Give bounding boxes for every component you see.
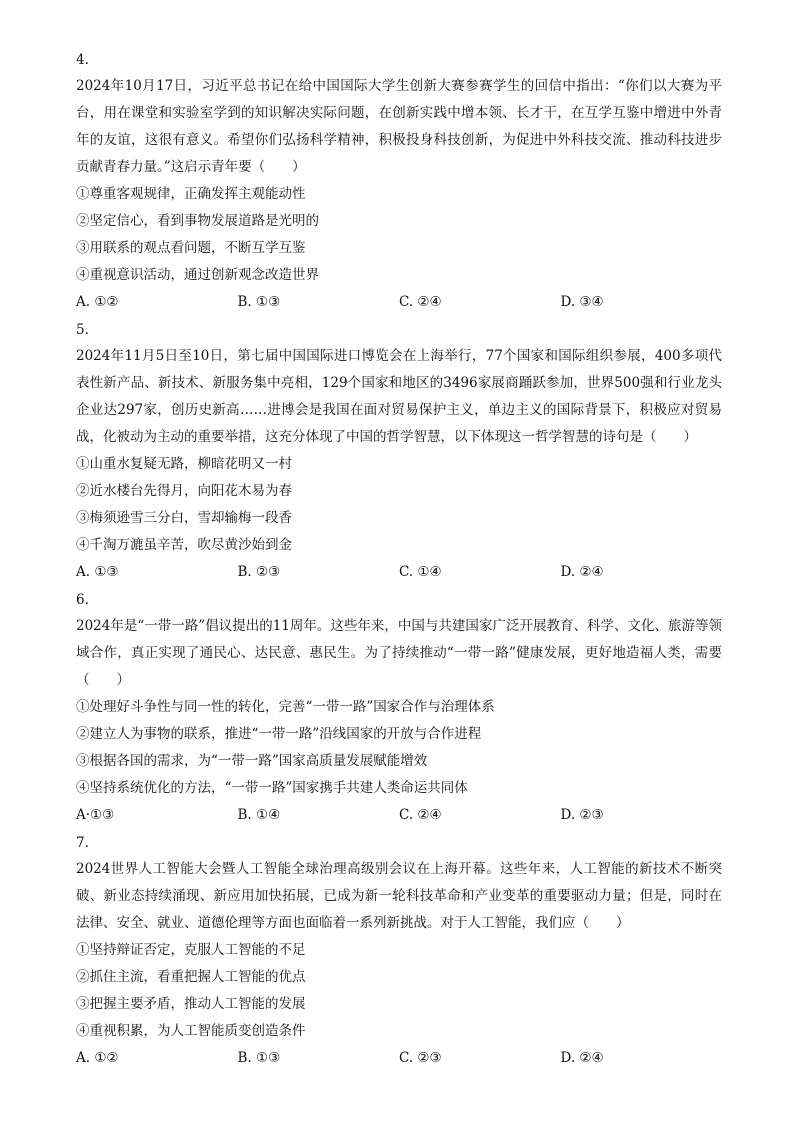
choice-b[interactable]: B. ①④ xyxy=(237,807,281,823)
question-stem: 2024年11月5日至10日，第七届中国国际进口博览会在上海举行，77个国家和国际组织参展，400多项代表性新产品、新技术、新服务集中亮相，129个国家和地区的3496家展商踊跃参加，世界500强和行业龙头企业达297家，创历史新高……进博会是我国在面对贸易保护主义，单边主义的国际背景下，积极应对贸易战，化被动为主动的重要举措，这充分体现了中国的哲学智慧，以下体现这一哲学智慧的诗句是（ ） xyxy=(76,348,722,445)
answer-choices xyxy=(76,1045,722,1072)
choice-d[interactable]: D. ②④ xyxy=(560,1050,604,1066)
statement-2: ②建立人为事物的联系，推进“一带一路”沿线国家的开放与合作进程 xyxy=(76,726,482,742)
question-stem: 2024世界人工智能大会暨人工智能全球治理高级别会议在上海开幕。这些年来，人工智能的新技术不断突破、新业态持续涌现、新应用加快拓展，已成为新一轮科技革命和产业变革的重要驱动力量；但是，同时在法律、安全、就业、道德伦理等方面也面临着一系列新挑战。对于人工智能，我们应（ ） xyxy=(76,861,722,931)
choice-a[interactable]: A. ①② xyxy=(76,1050,119,1066)
statement-4: ④坚持系统优化的方法，“一带一路”国家携手共建人类命运共同体 xyxy=(76,780,468,796)
choice-c[interactable]: C. ①④ xyxy=(399,564,442,580)
statement-1: ①处理好斗争性与同一性的转化，完善“一带一路”国家合作与治理体系 xyxy=(76,699,495,715)
statement-1: ①坚持辩证否定，克服人工智能的不足 xyxy=(76,942,306,958)
question-4 xyxy=(76,48,722,316)
statement-4: ④重视意识活动，通过创新观念改造世界 xyxy=(76,267,319,283)
choice-b[interactable]: B. ②③ xyxy=(237,564,281,580)
question-number: 7. xyxy=(76,835,89,851)
statement-2: ②坚定信心，看到事物发展道路是光明的 xyxy=(76,213,319,229)
question-number: 4. xyxy=(76,52,89,68)
choice-d[interactable]: D. ②③ xyxy=(560,807,604,823)
choice-c[interactable]: C. ②③ xyxy=(399,1050,442,1066)
question-stem: 2024年10月17日，习近平总书记在给中国国际大学生创新大赛参赛学生的回信中指出：“你们以大赛为平台，用在课堂和实验室学到的知识解决实际问题，在创新实践中增本领、长才干，在互学互鉴中增进中外青年的友谊，这很有意义。希望你们弘扬科学精神，积极投身科技创新，为促进中外科技交流、推动科技进步贡献青春力量。”这启示青年要（ ） xyxy=(76,78,722,175)
statement-4: ④千淘万漉虽辛苦，吹尽黄沙始到金 xyxy=(76,537,292,553)
question-number: 5. xyxy=(76,322,89,338)
question-5 xyxy=(76,318,722,586)
statement-3: ③根据各国的需求，为“一带一路”国家高质量发展赋能增效 xyxy=(76,753,428,769)
choice-b[interactable]: B. ①③ xyxy=(237,1050,281,1066)
choice-c[interactable]: C. ②④ xyxy=(399,807,442,823)
question-number: 6. xyxy=(76,592,89,608)
statement-1: ①尊重客观规律，正确发挥主观能动性 xyxy=(76,186,306,202)
choice-a[interactable]: A. ①② xyxy=(76,294,119,310)
choice-a[interactable]: A·①③ xyxy=(76,807,115,823)
choice-d[interactable]: D. ②④ xyxy=(560,564,604,580)
question-stem: 2024年是“一带一路”倡议提出的11周年。这些年来，中国与共建国家广泛开展教育、科学、文化、旅游等领域合作，真正实现了通民心、达民意、惠民生。为了持续推动“一带一路”健康发展，更好地造福人类，需要（ ） xyxy=(76,618,722,688)
statement-1: ①山重水复疑无路，柳暗花明又一村 xyxy=(76,456,292,472)
statement-3: ③把握主要矛盾，推动人工智能的发展 xyxy=(76,996,306,1012)
statement-3: ③用联系的观点看问题，不断互学互鉴 xyxy=(76,240,306,256)
statement-2: ②近水楼台先得月，向阳花木易为春 xyxy=(76,483,292,499)
choice-b[interactable]: B. ①③ xyxy=(237,294,281,310)
answer-choices xyxy=(76,559,722,586)
question-7 xyxy=(76,831,722,1072)
choice-c[interactable]: C. ②④ xyxy=(399,294,442,310)
question-6 xyxy=(76,588,722,829)
choice-d[interactable]: D. ③④ xyxy=(560,294,604,310)
statement-2: ②抓住主流，看重把握人工智能的优点 xyxy=(76,969,306,985)
statement-4: ④重视积累，为人工智能质变创造条件 xyxy=(76,1023,306,1039)
choice-a[interactable]: A. ①③ xyxy=(76,564,119,580)
statement-3: ③梅须逊雪三分白，雪却输梅一段香 xyxy=(76,510,292,526)
answer-choices xyxy=(76,289,722,316)
answer-choices xyxy=(76,802,722,829)
